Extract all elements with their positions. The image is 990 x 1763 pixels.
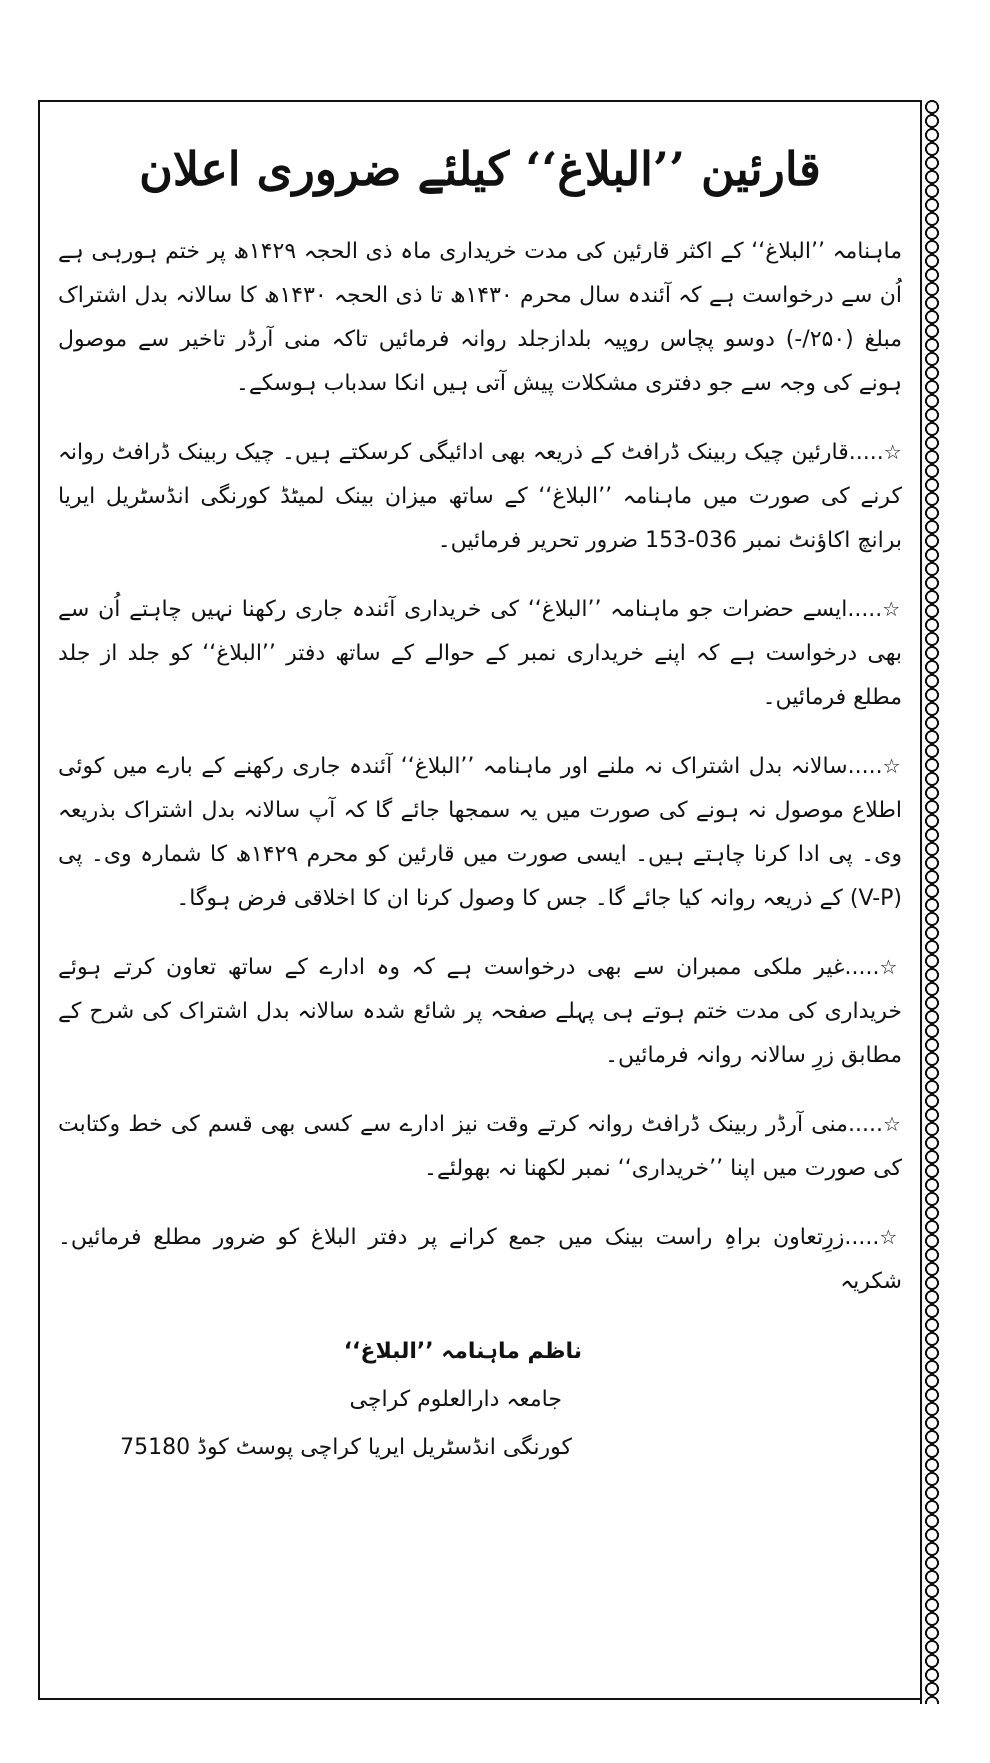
item-dots: ..... — [844, 1225, 880, 1250]
star-icon: ☆ — [882, 1112, 902, 1136]
notice-item-text: غیر ملکی ممبران سے بھی درخواست ہے کہ وہ ادارے کے ساتھ تعاون کرتے ہوئے خریداری کی مدت ختم ہوتے ہی پہلے صفحہ پر شائع شدہ سالانہ بدل اشتراک کی شرح کے مطابق زرِ سالانہ روانہ فرمائیں۔ — [58, 955, 902, 1068]
item-dots: ..... — [844, 955, 880, 980]
star-icon: ☆ — [883, 440, 902, 464]
notice-item-2 — [58, 587, 902, 720]
star-icon: ☆ — [882, 597, 902, 621]
notice-item-text: زرِتعاون براہِ راست بینک میں جمع کرانے پر دفتر البلاغ کو ضرور مطلع فرمائیں۔ شکریہ — [58, 1225, 902, 1294]
announcement-content — [58, 142, 902, 1678]
item-dots: ..... — [847, 754, 883, 779]
decorative-chain-border — [920, 100, 944, 1704]
item-dots: ..... — [847, 597, 883, 622]
signature-institution: جامعہ دارالعلوم کراچی — [349, 1387, 562, 1412]
notice-item-text: سالانہ بدل اشتراک نہ ملنے اور ماہنامہ ’’البلاغ‘‘ آئندہ جاری رکھنے کے بارے میں کوئی اطلاع موصول نہ ہونے کی صورت میں یہ سمجھا جائے گا کہ آپ سالانہ بدل اشتراک بذریعہ وی۔ پی ادا کرنا چاہتے ہیں۔ ایسی صورت میں قارئین کو محرم ۱۴۲۹ھ کا شمارہ وی۔ پی (V-P) کے ذریعہ روانہ کیا جائے گا۔ جس کا وصول کرنا ان کا اخلاقی فرض ہوگا۔ — [58, 754, 902, 911]
intro-paragraph: ماہنامہ ’’البلاغ‘‘ کے اکثر قارئین کی مدت خریداری ماہ ذی الحجہ ۱۴۲۹ھ پر ختم ہورہی ہے اُن سے درخواست ہے کہ آئندہ سال محرم ۱۴۳۰ھ تا ذی الحجہ ۱۴۳۰ھ کا سالانہ بدل اشتراک مبلغ (۲۵۰/-) دوسو پچاس روپیہ بلدازجلد روانہ فرمائیں تاکہ منی آرڈر تاخیر سے موصول ہونے کی وجہ سے جو دفتری مشکلات پیش آتی ہیں انکا سدباب ہوسکے۔ — [58, 239, 902, 396]
star-icon: ☆ — [882, 754, 902, 778]
item-dots: ..... — [847, 1112, 883, 1137]
signature-title: ناظم ماہنامہ ’’البلاغ‘‘ — [343, 1339, 582, 1364]
item-dots: ..... — [848, 440, 884, 465]
notice-item-3 — [58, 744, 902, 921]
signature-address: کورنگی انڈسٹریل ایریا کراچی پوسٹ کوڈ 75180 — [120, 1435, 572, 1460]
star-icon: ☆ — [879, 1225, 902, 1249]
notice-item-text: ایسے حضرات جو ماہنامہ ’’البلاغ‘‘ کی خریداری آئندہ جاری رکھنا نہیں چاہتے اُن سے بھی درخواست ہے کہ اپنے خریداری نمبر کے حوالے کے ساتھ دفتر ’’البلاغ‘‘ کو جلد از جلد مطلع فرمائیں۔ — [58, 597, 902, 710]
notice-item-6 — [58, 1215, 902, 1304]
star-icon: ☆ — [879, 955, 902, 979]
notice-item-4 — [58, 945, 902, 1078]
notice-item-text: منی آرڈر ربینک ڈرافٹ روانہ کرتے وقت نیز ادارے سے کسی بھی قسم کی خط وکتابت کی صورت میں اپنا ’’خریداری‘‘ نمبر لکھنا نہ بھولئے۔ — [58, 1112, 902, 1181]
announcement-frame — [38, 100, 944, 1700]
notice-item-5 — [58, 1102, 902, 1191]
notice-item-text: قارئین چیک ربینک ڈرافٹ کے ذریعہ بھی ادائیگی کرسکتے ہیں۔ چیک ربینک ڈرافٹ روانہ کرنے کی صورت میں ماہنامہ ’’البلاغ‘‘ کے ساتھ میزان بینک لمیٹڈ کورنگی انڈسٹریل ایریا برانچ اکاؤنٹ نمبر 036-153 ضرور تحریر فرمائیں۔ — [58, 440, 902, 553]
announcement-title: قارئین ’’البلاغ‘‘ کیلئے ضروری اعلان — [139, 142, 821, 196]
notice-item-1 — [58, 430, 902, 563]
signature-block — [58, 1328, 902, 1472]
